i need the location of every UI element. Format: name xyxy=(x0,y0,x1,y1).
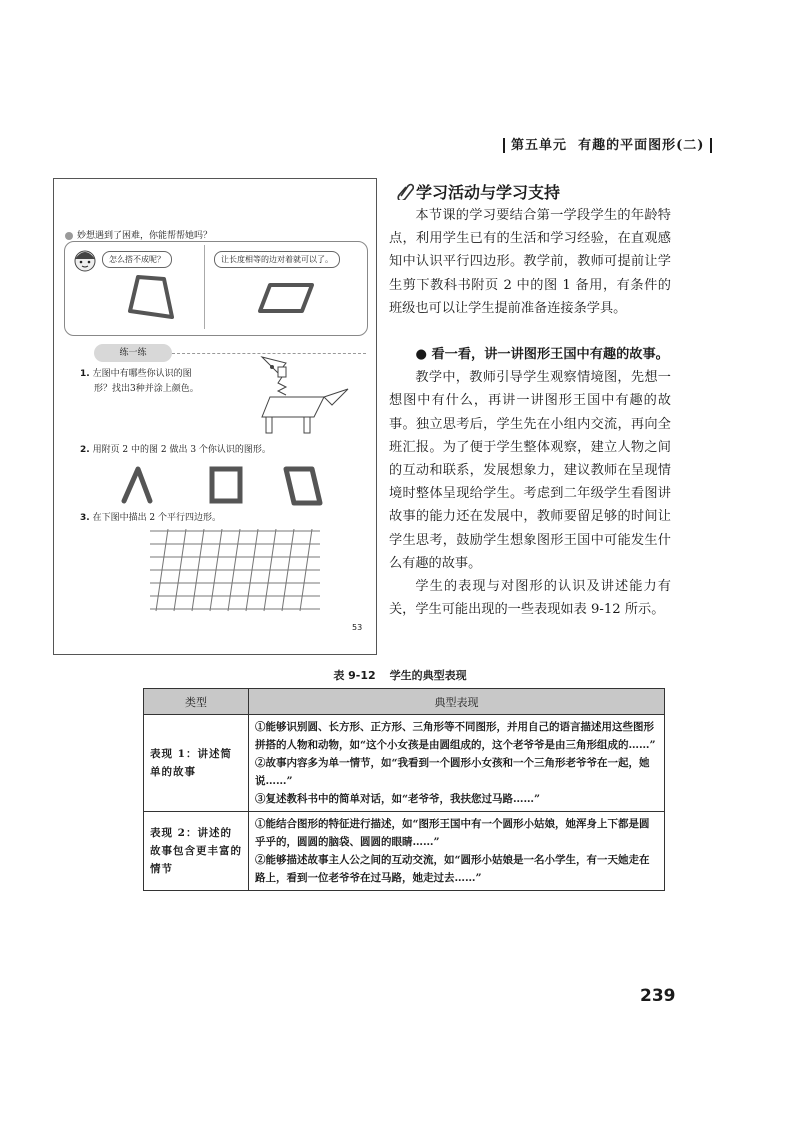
textbook-page-figure xyxy=(53,178,377,655)
stick-shapes-icon xyxy=(116,463,336,507)
header-unit: 第五单元 xyxy=(511,138,568,153)
shape-horse-icon xyxy=(252,353,352,439)
table-row xyxy=(144,812,665,891)
activity-heading: ● 看一看，讲一讲图形王国中有趣的故事。 xyxy=(415,347,669,362)
question-1: 1. 左图中有哪些你认识的图 形？找出3种并涂上颜色。 xyxy=(80,369,199,394)
paragraph-2: 教学中，教师引导学生观察情境图，先想一想图中有什么，再讲一讲图形王国中有趣的故事。独立思考后，学生先在小组内交流，再向全班汇报。为了便于学生整体观察，建立人物之间的互动和联系，发展想象力，建议教师在呈现情境时整体呈现给学生。考虑到二年级学生看图讲故事的能力还在发展中，教师要留足够的时间让学生思考，鼓励学生想象图形王国中可能发生什么有趣的故事。 xyxy=(389,370,671,571)
question-3: 3. 在下图中描出 2 个平行四边形。 xyxy=(80,513,222,523)
section-title: 学习活动与学习支持 xyxy=(416,183,561,202)
bullet-dot-icon xyxy=(65,232,73,240)
header-divider-left xyxy=(503,138,505,153)
row-content: ①能够识别圆、长方形、正方形、三角形等不同图形，并用自己的语言描述用这些图形拼搭的人物和动物，如“这个小女孩是由圆组成的，这个老爷爷是由三角形组成的……” ②故事内容多为单一情节，如“我看到一个圆形小女孩和一个三角形老爷爷在一起，她说……” ③复述教科书中的简单对话，如“老爷爷，我扶您过马路……” xyxy=(249,715,665,812)
paragraph-3: 学生的表现与对图形的认识及讲述能力有关，学生可能出现的一些表现如表 9-12 所示。 xyxy=(389,579,671,618)
quadrilateral-sticks-icon xyxy=(124,271,184,323)
table-header-type: 类型 xyxy=(144,689,249,715)
page-number: 239 xyxy=(640,986,676,1006)
figure-prompt: 妙想遇到了困难，你能帮帮她吗？ xyxy=(65,228,212,241)
row-content: ①能结合图形的特征进行描述，如“图形王国中有一个圆形小姑娘，她浑身上下都是圆乎乎的，圆圆的脑袋、圆圆的眼睛……” ②能够描述故事主人公之间的互动交流，如“圆形小姑娘是一名小学生，有一天她走在路上，看到一位老爷爷在过马路，她走过去……” xyxy=(249,812,665,891)
panel-divider xyxy=(204,245,205,329)
row-type: 表现 2：讲述的故事包含更丰富的情节 xyxy=(144,812,249,891)
practice-label: 练一练 xyxy=(94,344,172,362)
parallelogram-sticks-icon xyxy=(254,279,318,317)
girl-character-icon xyxy=(72,247,98,273)
paperclip-icon xyxy=(396,182,414,200)
speech-bubble-left: 怎么搭不成呢？ xyxy=(102,251,172,268)
slanted-grid-icon xyxy=(150,529,320,613)
paragraph-1: 本节课的学习要结合第一学段学生的年龄特点，利用学生已有的生活和学习经验，在直观感知中认识平行四边形。教学前，教师可提前让学生剪下教科书附页 2 中的图 1 备用，有条件的班级也可以让学生提前准备连接条学具。 xyxy=(389,208,671,316)
header-divider-right xyxy=(710,138,712,153)
table-row xyxy=(144,715,665,812)
performance-table xyxy=(143,688,665,891)
header-title: 有趣的平面图形(二) xyxy=(578,138,705,153)
speech-bubble-right: 让长度相等的边对着就可以了。 xyxy=(214,251,340,268)
table-caption: 表 9-12 学生的典型表现 xyxy=(333,669,467,682)
question-2: 2. 用附页 2 中的图 2 做出 3 个你认识的图形。 xyxy=(80,445,271,455)
running-header xyxy=(497,134,718,153)
activity-block xyxy=(389,343,671,621)
row-type: 表现 1：讲述简单的故事 xyxy=(144,715,249,812)
figure-page-number: 53 xyxy=(352,623,363,632)
table-header-performance: 典型表现 xyxy=(249,689,665,715)
intro-paragraph xyxy=(389,204,671,320)
